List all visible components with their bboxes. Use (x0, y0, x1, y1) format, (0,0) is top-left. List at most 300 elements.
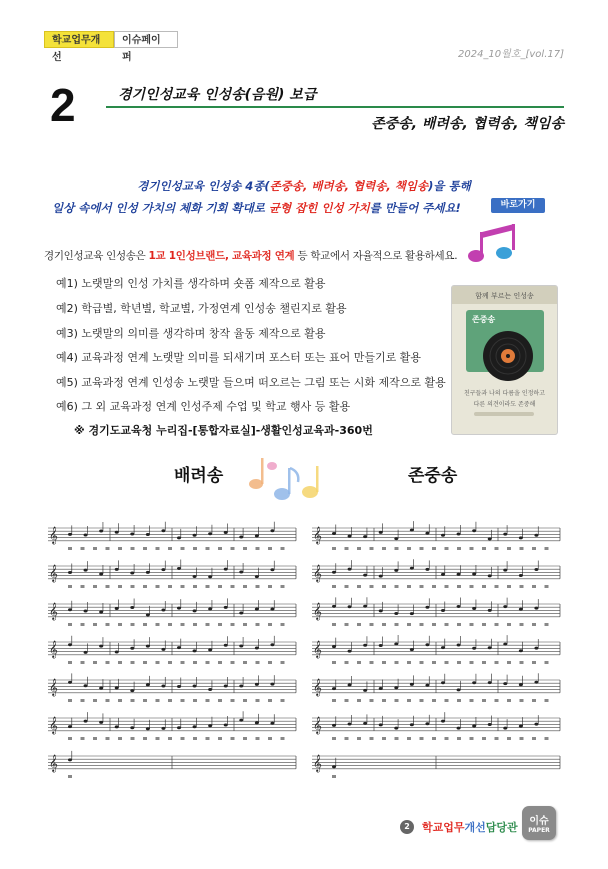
lyric-mark (281, 699, 285, 702)
lyric-mark (81, 585, 85, 588)
lyric-mark (81, 623, 85, 626)
note-head (130, 606, 134, 609)
lyric-mark (357, 585, 361, 588)
note-head (255, 683, 259, 686)
note-head (441, 609, 445, 612)
lyric-mark (93, 661, 97, 664)
lyric-mark (68, 623, 72, 626)
note-head (394, 612, 398, 615)
note-head (425, 722, 429, 725)
lyric-mark (420, 585, 424, 588)
treble-clef-icon: 𝄞 (313, 526, 322, 544)
note-head (177, 726, 181, 729)
lyric-mark (68, 547, 72, 550)
lyric-mark (495, 623, 499, 626)
footer-title-b: 개선 (464, 821, 486, 834)
lyric-mark (432, 585, 436, 588)
lyric-mark (445, 661, 449, 664)
tag-school-work: 학교업무개선 (44, 31, 114, 48)
note-head (503, 569, 507, 572)
note-head (519, 649, 523, 652)
lyric-mark (206, 737, 210, 740)
lyric-mark (545, 737, 549, 740)
lyric-mark (131, 585, 135, 588)
note-head (379, 687, 383, 690)
lyric-mark (143, 547, 147, 550)
phone-album-label: 존중송 (472, 315, 496, 324)
lyric-mark (432, 661, 436, 664)
note-head (332, 532, 336, 535)
lyric-mark (332, 775, 336, 778)
note-head (239, 645, 243, 648)
lyric-mark (545, 623, 549, 626)
lyric-mark (407, 547, 411, 550)
lead-text-red: 1교 1인성브랜드, 교육과정 연계 (148, 250, 295, 262)
lyric-mark (532, 661, 536, 664)
note-head (146, 727, 150, 730)
lyric-mark (507, 737, 511, 740)
lyric-mark (382, 547, 386, 550)
lyric-mark (206, 585, 210, 588)
note-head (363, 644, 367, 647)
note-head (193, 575, 197, 578)
phone-screenshot (451, 285, 558, 435)
title-divider (106, 106, 564, 108)
note-head (410, 648, 414, 651)
note-head (193, 534, 197, 537)
lyric-mark (445, 623, 449, 626)
treble-clef-icon: 𝄞 (313, 678, 322, 696)
lyric-mark (131, 661, 135, 664)
lyric-mark (545, 547, 549, 550)
note-head (84, 720, 88, 723)
note-head (394, 537, 398, 540)
note-head (332, 571, 336, 574)
note-head (519, 608, 523, 611)
note-head (255, 608, 259, 611)
lyric-mark (106, 737, 110, 740)
lyric-mark (268, 585, 272, 588)
note-head (503, 682, 507, 685)
lyric-mark (520, 547, 524, 550)
lyric-mark (181, 547, 185, 550)
note-head (68, 571, 72, 574)
note-head (348, 650, 352, 653)
lyric-mark (106, 585, 110, 588)
lyric-mark (345, 661, 349, 664)
goto-button[interactable]: 바로가기 (491, 198, 545, 213)
lead-text (44, 248, 457, 263)
note-head (161, 684, 165, 687)
lyric-mark (268, 699, 272, 702)
lyric-mark (357, 547, 361, 550)
lyric-mark (218, 547, 222, 550)
note-head (115, 531, 119, 534)
lyric-mark (345, 547, 349, 550)
lyric-mark (370, 585, 374, 588)
note-head (224, 606, 228, 609)
lyric-mark (281, 585, 285, 588)
note-head (332, 605, 336, 608)
note-head (394, 569, 398, 572)
note-head (255, 721, 259, 724)
lyric-mark (395, 661, 399, 664)
note-head (363, 574, 367, 577)
lyric-mark (357, 737, 361, 740)
note-head (99, 645, 103, 648)
lyric-mark (345, 623, 349, 626)
lyric-mark (532, 699, 536, 702)
lyric-mark (445, 699, 449, 702)
lyric-mark (256, 547, 260, 550)
note-head (99, 687, 103, 690)
note-head (534, 681, 538, 684)
lyric-mark (118, 585, 122, 588)
lyric-mark (81, 547, 85, 550)
note-head (379, 575, 383, 578)
lyric-mark (432, 547, 436, 550)
note-head (239, 684, 243, 687)
note-head (379, 644, 383, 647)
staves (48, 521, 560, 778)
lyric-mark (231, 585, 235, 588)
lyric-mark (218, 661, 222, 664)
note-head (519, 725, 523, 728)
intro-line-1 (0, 178, 608, 194)
note-head (239, 719, 243, 722)
lyric-mark (131, 547, 135, 550)
lyric-mark (545, 585, 549, 588)
note-head (239, 570, 243, 573)
note-head (130, 532, 134, 535)
lyric-mark (395, 699, 399, 702)
note-head (425, 643, 429, 646)
note-head (457, 532, 461, 535)
note-head (193, 609, 197, 612)
lyric-mark (268, 737, 272, 740)
note-head (379, 609, 383, 612)
lyric-mark (156, 661, 160, 664)
lyric-mark (143, 585, 147, 588)
lyric-mark (281, 547, 285, 550)
lyric-mark (507, 699, 511, 702)
note-head (363, 722, 367, 725)
note-head (224, 568, 228, 571)
lyric-mark (345, 737, 349, 740)
note-head (394, 643, 398, 646)
lyric-mark (81, 661, 85, 664)
note-head (146, 613, 150, 616)
lyric-mark (420, 623, 424, 626)
section-number: 2 (50, 79, 76, 131)
lyric-mark (243, 661, 247, 664)
footer-title-a: 학교업무 (422, 821, 465, 834)
treble-clef-icon: 𝄞 (49, 754, 58, 772)
treble-clef-icon: 𝄞 (49, 640, 58, 658)
note-head (441, 573, 445, 576)
lyric-mark (370, 623, 374, 626)
lyric-mark (482, 661, 486, 664)
note-head (503, 533, 507, 536)
lyric-mark (218, 623, 222, 626)
lyric-mark (118, 623, 122, 626)
lyric-mark (106, 623, 110, 626)
note-head (379, 531, 383, 534)
lyric-mark (545, 661, 549, 664)
lyric-mark (407, 699, 411, 702)
lyric-mark (168, 547, 172, 550)
note-head (472, 572, 476, 575)
intro-line-2-red: 균형 잡힌 인성 가치 (268, 201, 370, 215)
lyric-mark (268, 623, 272, 626)
note-head (161, 648, 165, 651)
note-head (410, 723, 414, 726)
lyric-mark (106, 699, 110, 702)
lyric-mark (520, 737, 524, 740)
lyric-mark (256, 623, 260, 626)
phone-header-text: 함께 부르는 인성송 (475, 292, 534, 300)
example-6: 예6) 그 외 교육과정 연계 인성주제 수업 및 학교 행사 등 활용 (56, 400, 351, 413)
lyric-mark (218, 699, 222, 702)
treble-clef-icon: 𝄞 (313, 564, 322, 582)
lyric-mark (118, 661, 122, 664)
note-head (177, 646, 181, 649)
lyric-mark (507, 623, 511, 626)
lyric-mark (470, 585, 474, 588)
lyric-mark (432, 623, 436, 626)
lyric-mark (395, 585, 399, 588)
lyric-mark (482, 623, 486, 626)
lyric-mark (357, 661, 361, 664)
lyric-mark (520, 661, 524, 664)
lyric-mark (470, 547, 474, 550)
lyric-mark (206, 661, 210, 664)
note-head (348, 684, 352, 687)
lyric-mark (457, 699, 461, 702)
lyric-mark (345, 585, 349, 588)
intro-line-1-red: 존중송, 배려송, 협력송, 책임송 (269, 179, 429, 193)
note-head (425, 684, 429, 687)
lyric-mark (156, 547, 160, 550)
treble-clef-icon: 𝄞 (49, 678, 58, 696)
lyric-mark (268, 547, 272, 550)
note-head (68, 758, 72, 761)
logo-top-text: 이슈 (529, 816, 549, 827)
lyric-mark (382, 737, 386, 740)
note-head (208, 575, 212, 578)
song-title-right: 존중송 (408, 466, 458, 486)
note-head (177, 607, 181, 610)
note-head (115, 686, 119, 689)
lyric-mark (370, 737, 374, 740)
note-head (270, 608, 274, 611)
note-head (130, 689, 134, 692)
note-head (534, 647, 538, 650)
lyric-mark (407, 623, 411, 626)
lyric-mark (395, 737, 399, 740)
lyric-mark (143, 623, 147, 626)
lyric-mark (432, 699, 436, 702)
section-title: 경기인성교육 인성송(음원) 보급 (118, 87, 317, 103)
note-head (84, 534, 88, 537)
lyric-mark (68, 775, 72, 778)
lyric-mark (281, 661, 285, 664)
page-number: 2 (400, 820, 414, 834)
phone-lyric-1: 친구들과 나의 다름을 인정하고 (463, 390, 546, 397)
note-head (534, 607, 538, 610)
note-head (457, 688, 461, 691)
note-head (99, 573, 103, 576)
note-head (472, 647, 476, 650)
note-head (99, 611, 103, 614)
lyric-mark (206, 623, 210, 626)
note-head (255, 575, 259, 578)
note-head (332, 645, 336, 648)
lyric-mark (143, 661, 147, 664)
lyric-mark (382, 585, 386, 588)
note-head (146, 645, 150, 648)
lyric-mark (256, 585, 260, 588)
reference-note: ※ 경기도교육청 누리집-[통합자료실]-생활인성교육과-360번 (74, 424, 373, 437)
lyric-mark (193, 623, 197, 626)
lyric-mark (231, 547, 235, 550)
note-head (208, 648, 212, 651)
note-head (348, 568, 352, 571)
lyric-mark (243, 585, 247, 588)
lyric-mark (332, 585, 336, 588)
note-head (425, 532, 429, 535)
lyric-mark (231, 737, 235, 740)
lyric-mark (420, 699, 424, 702)
lyric-mark (545, 699, 549, 702)
lyric-mark (332, 699, 336, 702)
lyric-mark (93, 623, 97, 626)
intro-line-2 (52, 200, 461, 216)
lyric-mark (382, 699, 386, 702)
note-head (488, 609, 492, 612)
lyric-mark (156, 585, 160, 588)
lyric-mark (495, 661, 499, 664)
lyric-mark (193, 585, 197, 588)
lyric-mark (370, 661, 374, 664)
note-head (348, 605, 352, 608)
lyric-mark (206, 699, 210, 702)
lyric-mark (118, 699, 122, 702)
note-head (115, 725, 119, 728)
note-head (379, 723, 383, 726)
phone-progress-track (474, 412, 534, 416)
lyric-mark (218, 585, 222, 588)
lyric-mark (370, 699, 374, 702)
lyric-mark (482, 585, 486, 588)
note-head (193, 684, 197, 687)
lyric-mark (118, 547, 122, 550)
note-head (488, 574, 492, 577)
note-head (348, 722, 352, 725)
note-head (239, 536, 243, 539)
note-head (332, 687, 336, 690)
note-head (84, 684, 88, 687)
note-head (115, 650, 119, 653)
intro-line-1-b: )을 통해 (428, 179, 471, 193)
lyric-mark (68, 699, 72, 702)
lyric-mark (407, 585, 411, 588)
note-head (441, 646, 445, 649)
note-head (457, 727, 461, 730)
lyric-mark (332, 737, 336, 740)
lyric-mark (118, 737, 122, 740)
note-head (208, 724, 212, 727)
logo-bottom-text: PAPER (528, 827, 550, 834)
footer-title (422, 819, 518, 835)
lyric-mark (93, 547, 97, 550)
footer-title-c: 담당관 (485, 821, 518, 834)
lyric-mark (495, 737, 499, 740)
lyric-mark (420, 547, 424, 550)
lyric-mark (457, 547, 461, 550)
lyric-mark (445, 585, 449, 588)
lyric-mark (168, 661, 172, 664)
sheet-music (44, 520, 564, 800)
lyric-mark (482, 547, 486, 550)
lyric-mark (445, 547, 449, 550)
note-head (68, 725, 72, 728)
note-head (130, 572, 134, 575)
intro-line-2-b: 를 만들어 주세요! (369, 201, 461, 215)
lyric-mark (420, 737, 424, 740)
treble-clef-icon: 𝄞 (313, 716, 322, 734)
note-head (270, 643, 274, 646)
note-head (68, 608, 72, 611)
note-head (146, 533, 150, 536)
lyric-mark (382, 623, 386, 626)
song-title-left: 배려송 (174, 466, 224, 486)
lyric-mark (495, 699, 499, 702)
lyric-mark (470, 737, 474, 740)
note-head (130, 647, 134, 650)
lyric-mark (507, 585, 511, 588)
lyric-mark (93, 699, 97, 702)
note-head (519, 574, 523, 577)
example-1: 예1) 노랫말의 인성 가치를 생각하며 숏폼 제작으로 활용 (56, 277, 326, 290)
note-head (519, 536, 523, 539)
example-2: 예2) 학급별, 학년별, 학교별, 가정연계 인성송 챌린지로 활용 (56, 302, 347, 315)
lyric-mark (357, 623, 361, 626)
lyric-mark (407, 737, 411, 740)
note-head (193, 649, 197, 652)
lyric-mark (106, 661, 110, 664)
lyric-mark (231, 623, 235, 626)
note-head (348, 535, 352, 538)
note-head (410, 529, 414, 532)
note-head (208, 688, 212, 691)
note-head (208, 532, 212, 535)
note-head (208, 607, 212, 610)
note-head (115, 568, 119, 571)
note-head (68, 533, 72, 536)
lyric-mark (68, 661, 72, 664)
note-head (503, 643, 507, 646)
lyric-mark (168, 699, 172, 702)
note-head (115, 607, 119, 610)
lead-text-b: 등 학교에서 자율적으로 활용하세요. (294, 250, 458, 262)
note-head (534, 568, 538, 571)
lyric-mark (357, 699, 361, 702)
lyric-mark (256, 737, 260, 740)
note-head (503, 727, 507, 730)
lyric-mark (193, 737, 197, 740)
lyric-mark (143, 737, 147, 740)
